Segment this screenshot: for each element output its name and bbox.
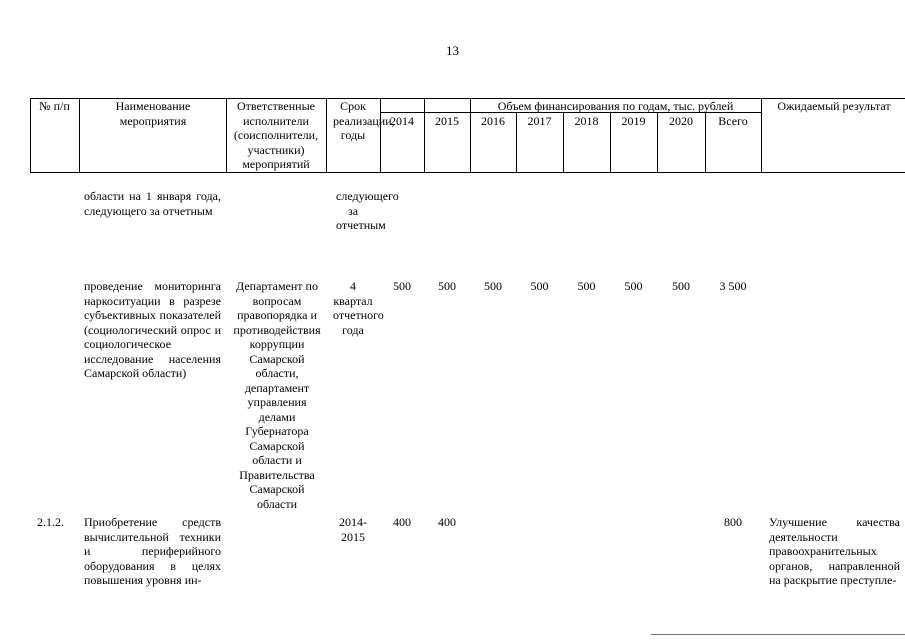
header-year: 2015 bbox=[435, 114, 459, 128]
row-name: области на 1 января года, следующего за отчетным bbox=[84, 189, 221, 218]
row-value: 500 bbox=[484, 279, 502, 293]
row-value: 500 bbox=[577, 279, 596, 293]
row-num: 2.1.2. bbox=[37, 515, 64, 529]
row-value: 500 bbox=[672, 279, 690, 293]
row-term: 2014-2015 bbox=[339, 515, 367, 544]
row-value: 400 bbox=[438, 515, 456, 529]
row-value: 500 bbox=[624, 279, 643, 293]
row-executors: Департамент по вопросам правопорядка и противодействия коррупции Самарской области, департамент управления делами Губернатора Самарской области и Правительства Самарской области bbox=[233, 279, 321, 511]
header-funding-title: Объем финансирования по годам, тыс. рублей bbox=[497, 99, 734, 113]
header-name: Наименование мероприятия bbox=[115, 99, 191, 128]
header-year: 2017 bbox=[527, 114, 552, 128]
footnote-rule bbox=[651, 634, 905, 635]
row-name: Приобретение средств вычислительной техники и периферийного оборудования в целях повышения уровня ин- bbox=[84, 515, 221, 587]
row-value: 400 bbox=[393, 515, 411, 529]
header-year: 2019 bbox=[621, 114, 646, 128]
header-term: Срок реализации, годы bbox=[333, 99, 395, 142]
header-year: 2014 bbox=[390, 114, 414, 128]
header-result: Ожидаемый результат bbox=[777, 99, 891, 113]
row-total: 800 bbox=[724, 515, 742, 529]
row-total: 3 500 bbox=[719, 279, 747, 293]
row-result: Улучшение качества деятельности правоохранительных органов, направленной на раскрытие преступле- bbox=[769, 515, 900, 587]
header-total: Всего bbox=[718, 114, 748, 128]
row-term: 4 квартал отчетного года bbox=[333, 279, 384, 337]
row-name: проведение мониторинга наркоситуации в разрезе субъективных показателей (социологический опрос и социологическое исследование населения Самарской области) bbox=[84, 279, 221, 380]
page-number: 13 bbox=[446, 43, 459, 58]
header-year: 2016 bbox=[481, 114, 505, 128]
row-value: 500 bbox=[438, 279, 456, 293]
row-term: следующего за отчетным bbox=[336, 189, 399, 232]
header-num: № п/п bbox=[39, 99, 70, 113]
row-value: 500 bbox=[530, 279, 549, 293]
header-year: 2020 bbox=[669, 114, 693, 128]
header-year: 2018 bbox=[574, 114, 599, 128]
row-value: 500 bbox=[393, 279, 411, 293]
header-executors: Ответственные исполнители (соисполнители, участники) мероприятий bbox=[233, 99, 319, 171]
